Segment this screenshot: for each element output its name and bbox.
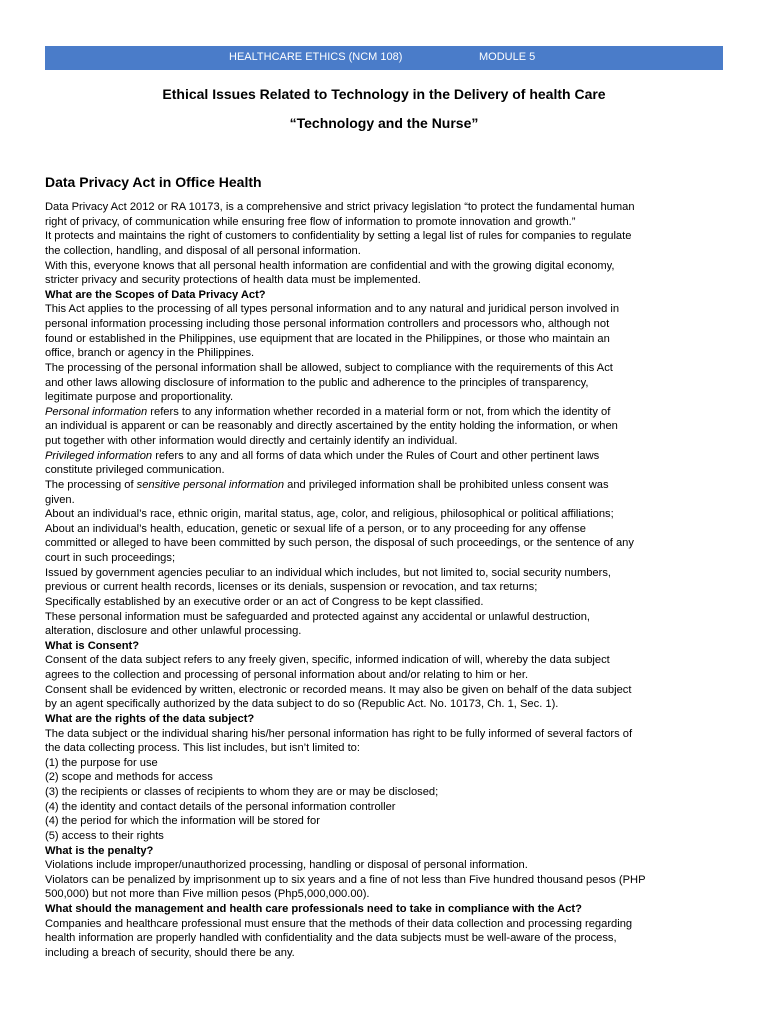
body-text-line — [45, 785, 730, 800]
document-body — [45, 200, 730, 961]
text-run: What are the Scopes of Data Privacy Act? — [45, 288, 266, 301]
text-run: Violations include improper/unauthorized processing, handling or disposal of personal information. — [45, 859, 528, 872]
text-run: (4) the period for which the information will be stored for — [45, 815, 320, 828]
text-run: refers to any and all forms of data which under the Rules of Court and other pertinent laws — [152, 449, 600, 462]
course-title: HEALTHCARE ETHICS (NCM 108) — [229, 51, 403, 63]
text-run: 500,000) but not more than Five million pesos (Php5,000,000.00). — [45, 888, 370, 901]
text-run: The processing of the personal information shall be allowed, subject to compliance with the requirements of this Act — [45, 361, 613, 374]
body-text-line — [45, 770, 730, 785]
body-text-line — [45, 376, 730, 391]
text-run: found or established in the Philippines, use equipment that are located in the Philippines, or those who maintain an — [45, 332, 610, 345]
body-text-line — [45, 624, 730, 639]
text-run: including a breach of security, should there be any. — [45, 946, 295, 959]
body-text-line — [45, 653, 730, 668]
text-run: and privileged information shall be prohibited unless consent was — [284, 478, 609, 491]
text-run: refers to any information whether recorded in a material form or not, from which the identity of — [147, 405, 611, 418]
text-run: (5) access to their rights — [45, 829, 164, 842]
text-run: stricter privacy and security protections of health data must be implemented. — [45, 274, 421, 287]
text-run: Consent shall be evidenced by written, electronic or recorded means. It may also be given on behalf of the data subject — [45, 683, 632, 696]
question-heading — [45, 844, 730, 859]
body-text-line — [45, 858, 730, 873]
text-run: What is Consent? — [45, 639, 140, 652]
body-text-line — [45, 741, 730, 756]
body-text-line — [45, 756, 730, 771]
text-run: What are the rights of the data subject? — [45, 712, 255, 725]
body-text-line — [45, 200, 730, 215]
body-text-line — [45, 814, 730, 829]
question-heading — [45, 902, 730, 917]
body-text-line — [45, 332, 730, 347]
body-text-line — [45, 463, 730, 478]
body-text-line — [45, 259, 730, 274]
body-text-line — [45, 522, 730, 537]
body-text-line — [45, 536, 730, 551]
body-text-line — [45, 551, 730, 566]
body-text-line — [45, 449, 730, 464]
text-run: personal information processing including those personal information controllers and processors who, although not — [45, 318, 610, 330]
text-run: previous or current health records, licenses or its denials, suspension or revocation, and tax returns; — [45, 581, 538, 594]
text-run: Violators can be penalized by imprisonment up to six years and a fine of not less than Five hundred thousand pesos (PHP — [45, 873, 646, 886]
body-text-line — [45, 390, 730, 405]
text-run: (2) scope and methods for access — [45, 771, 213, 784]
text-run: (3) the recipients or classes of recipients to whom they are or may be disclosed; — [45, 786, 439, 798]
body-text-line — [45, 478, 730, 493]
text-run: office, branch or agency in the Philippines. — [45, 347, 255, 360]
text-run: agrees to the collection and processing of personal information about and/or relating to him or her. — [45, 669, 529, 681]
body-text-line — [45, 595, 730, 610]
body-text-line — [45, 931, 730, 946]
body-text-line — [45, 697, 730, 712]
module-label: MODULE 5 — [479, 51, 536, 63]
body-text-line — [45, 302, 730, 317]
page-subtitle: “Technology and the Nurse” — [289, 115, 479, 131]
italic-term: Privileged information — [45, 449, 153, 462]
text-run: What should the management and health care professionals need to take in compliance with the Act? — [45, 903, 582, 915]
text-run: These personal information must be safeguarded and protected against any accidental or unlawful destruction, — [45, 610, 590, 623]
body-text-line — [45, 419, 730, 434]
text-run: constitute privileged communication. — [45, 464, 225, 477]
text-run: an individual is apparent or can be reasonably and directly ascertained by the entity holding the information, or when — [45, 420, 618, 433]
body-text-line — [45, 507, 730, 522]
text-run: Data Privacy Act 2012 or RA 10173, is a comprehensive and strict privacy legislation “to protect the fundamental human — [45, 201, 635, 213]
body-text-line — [45, 361, 730, 376]
text-run: health information are properly handled with confidentiality and the data subjects must be well-aware of the process, — [45, 932, 617, 945]
body-text-line — [45, 273, 730, 288]
body-text-line — [45, 244, 730, 259]
body-text-line — [45, 683, 730, 698]
text-run: (1) the purpose for use — [45, 756, 158, 769]
module-header-bar — [45, 46, 723, 70]
body-text-line — [45, 580, 730, 595]
text-run: put together with other information would directly and certainly identify an individual. — [45, 435, 458, 447]
text-run: Companies and healthcare professional must ensure that the methods of their data collection and processing regarding — [45, 917, 633, 930]
body-text-line — [45, 346, 730, 361]
body-text-line — [45, 727, 730, 742]
italic-term: sensitive personal information — [136, 478, 285, 491]
text-run: This Act applies to the processing of all types personal information and to any natural and juridical person involved in — [45, 303, 620, 316]
text-run: Issued by government agencies peculiar to an individual which includes, but not limited to, social security numbers, — [45, 566, 611, 579]
text-run: and other laws allowing disclosure of information to the public and adherence to the principles of transparency, — [45, 376, 589, 389]
body-text-line — [45, 887, 730, 902]
body-text-line — [45, 917, 730, 932]
text-run: About an individual’s race, ethnic origin, marital status, age, color, and religious, philosophical or political affiliations; — [45, 508, 614, 521]
text-run: alteration, disclosure and other unlawful processing. — [45, 625, 302, 638]
body-text-line — [45, 946, 730, 961]
body-text-line — [45, 668, 730, 683]
text-run: Specifically established by an executive order or an act of Congress to be kept classified. — [45, 595, 484, 608]
text-run: by an agent specifically authorized by the data subject to do so (Republic Act. No. 10173, Ch. 1, Sec. 1). — [45, 698, 559, 711]
text-run: court in such proceedings; — [45, 552, 176, 564]
body-text-line — [45, 800, 730, 815]
text-run: committed or alleged to have been committed by such person, the disposal of such proceedings, or the sentence of any — [45, 537, 634, 550]
body-text-line — [45, 215, 730, 230]
body-text-line — [45, 317, 730, 332]
body-text-line — [45, 229, 730, 244]
section-heading: Data Privacy Act in Office Health — [45, 174, 262, 190]
text-run: What is the penalty? — [45, 844, 154, 857]
text-run: The processing of — [45, 478, 137, 491]
body-text-line — [45, 829, 730, 844]
body-text-line — [45, 434, 730, 449]
text-run: Consent of the data subject refers to any freely given, specific, informed indication of will, whereby the data subject — [45, 654, 610, 667]
text-run: (4) the identity and contact details of the personal information controller — [45, 800, 396, 813]
text-run: the data collecting process. This list includes, but isn’t limited to: — [45, 742, 360, 755]
text-run: right of privacy, of communication while ensuring free flow of information to promote innovation and growth.” — [45, 215, 576, 228]
question-heading — [45, 288, 730, 303]
text-run: The data subject or the individual sharing his/her personal information has right to be fully informed of several factors of — [45, 727, 633, 740]
question-heading — [45, 639, 730, 654]
body-text-line — [45, 405, 730, 420]
text-run: With this, everyone knows that all personal health information are confidential and with the growing digital economy, — [45, 259, 615, 272]
italic-term: Personal information — [45, 405, 148, 418]
body-text-line — [45, 873, 730, 888]
question-heading — [45, 712, 730, 727]
body-text-line — [45, 566, 730, 581]
body-text-line — [45, 493, 730, 508]
body-text-line — [45, 610, 730, 625]
page-title: Ethical Issues Related to Technology in the Delivery of health Care — [162, 86, 606, 102]
text-run: legitimate purpose and proportionality. — [45, 391, 234, 404]
text-run: About an individual’s health, education, genetic or sexual life of a person, or to any proceeding for any offense — [45, 522, 586, 535]
text-run: given. — [45, 493, 75, 506]
text-run: the collection, handling, and disposal of all personal information. — [45, 244, 361, 257]
text-run: It protects and maintains the right of customers to confidentiality by setting a legal list of rules for companies to regulate — [45, 230, 632, 243]
